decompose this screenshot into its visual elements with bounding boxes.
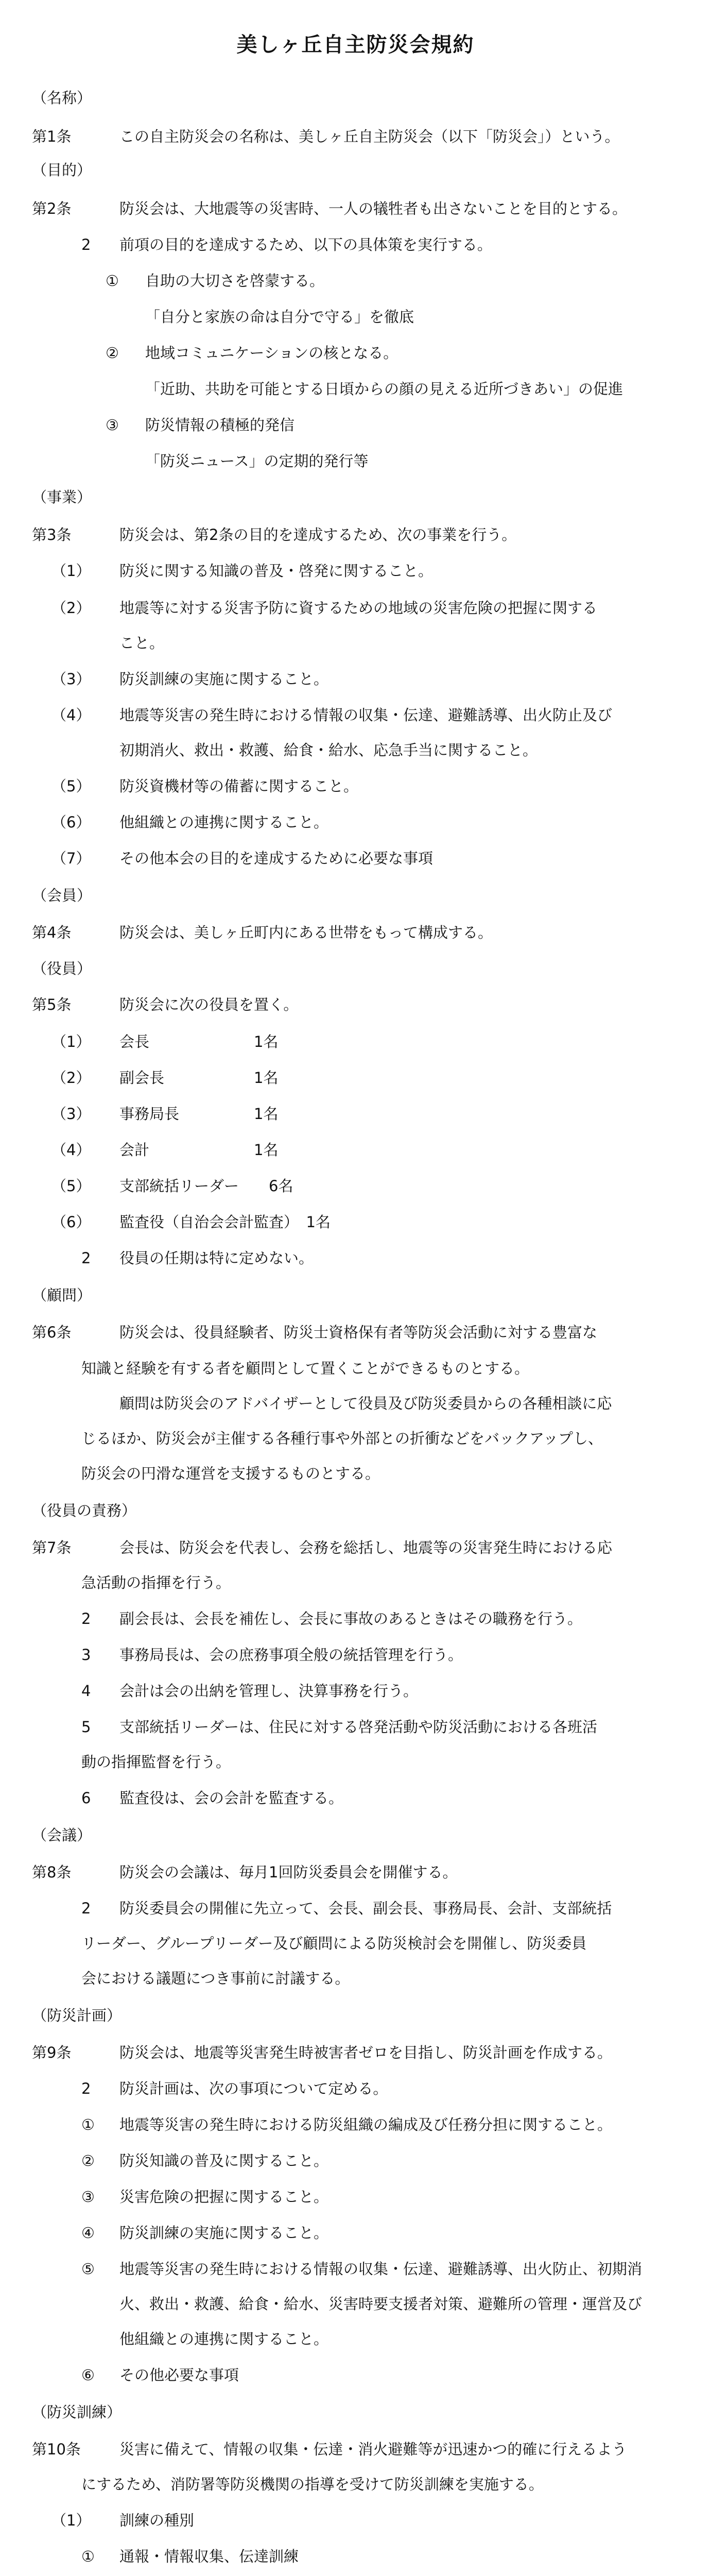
clause-number: 6 xyxy=(81,1789,91,1807)
clause-number: 第7条 xyxy=(32,1539,72,1556)
heading-label: （顧問） xyxy=(32,1286,92,1304)
clause-number: 第3条 xyxy=(32,526,72,544)
clause-number: 第5条 xyxy=(32,996,72,1013)
clause-text: 地震等災害の発生時における防災組織の編成及び任務分担に関すること。 xyxy=(119,2116,613,2133)
clause-number: 5 xyxy=(81,1718,91,1736)
heading-label: （事業） xyxy=(32,488,92,506)
clause-text: 会における議題につき事前に討議する。 xyxy=(81,1970,350,1987)
clause-text: 訓練の種別 xyxy=(119,2512,195,2529)
clause-text: 地震等災害の発生時における情報の収集・伝達、避難誘導、出火防止及び xyxy=(119,706,613,724)
clause-text: 防災訓練の実施に関すること。 xyxy=(119,670,329,688)
clause-number: 3 xyxy=(81,1646,91,1664)
clause-text: 他組織との連携に関すること。 xyxy=(119,2330,329,2348)
clause-number: 2 xyxy=(81,1610,91,1628)
clause-text: 地震等に対する災害予防に資するための地域の災害危険の把握に関する xyxy=(119,599,598,617)
clause-number: 2 xyxy=(81,1249,91,1267)
clause-text: 防災会は、地震等災害発生時被害者ゼロを目指し、防災計画を作成する。 xyxy=(119,2044,613,2061)
clause-text: 防災訓練の実施に関すること。 xyxy=(119,2224,329,2242)
clause-text: 監査役（自治会会計監査） 1名 xyxy=(119,1213,331,1231)
clause-number: ① xyxy=(106,272,119,290)
clause-number: 第9条 xyxy=(32,2044,72,2061)
clause-number: ③ xyxy=(106,416,119,434)
clause-number: （7） xyxy=(51,850,91,867)
clause-number: （4） xyxy=(51,706,91,724)
clause-number: （5） xyxy=(51,1177,91,1195)
clause-text: 役員の任期は特に定めない。 xyxy=(119,1249,314,1267)
clause-text: 災害危険の把握に関すること。 xyxy=(119,2188,329,2206)
clause-text: 防災会の円滑な運営を支援するものとする。 xyxy=(81,1465,380,1482)
clause-number: （2） xyxy=(51,1069,91,1087)
clause-number: ① xyxy=(81,2548,95,2565)
clause-number: （6） xyxy=(51,1213,91,1231)
clause-number: ⑥ xyxy=(81,2366,95,2384)
clause-text: 防災会は、大地震等の災害時、一人の犠牲者も出さないことを目的とする。 xyxy=(119,200,628,217)
clause-text: 支部統括リーダーは、住民に対する啓発活動や防災活動における各班活 xyxy=(119,1718,598,1736)
clause-text: 火、救出・救護、給食・給水、災害時要支援者対策、避難所の管理・運営及び xyxy=(119,2295,643,2313)
clause-text: 災害に備えて、情報の収集・伝達・消火避難等が迅速かつ的確に行えるよう xyxy=(119,2441,627,2458)
document-title: 美しヶ丘自主防災会規約 xyxy=(236,33,475,57)
clause-text: 防災会は、美しヶ丘町内にある世帯をもって構成する。 xyxy=(119,924,493,941)
clause-text: 防災会の会議は、毎月1回防災委員会を開催する。 xyxy=(119,1863,458,1881)
clause-text: 事務局長は、会の庶務事項全般の統括管理を行う。 xyxy=(119,1646,463,1664)
clause-text: 通報・情報収集、伝達訓練 xyxy=(119,2548,299,2565)
clause-text: 防災会に次の役員を置く。 xyxy=(119,996,299,1013)
clause-number: （4） xyxy=(51,1141,91,1159)
clause-number: （1） xyxy=(51,2512,91,2529)
clause-text: 防災資機材等の備蓄に関すること。 xyxy=(119,777,359,795)
clause-number: 第4条 xyxy=(32,924,72,941)
clause-number: 第1条 xyxy=(32,128,72,145)
heading-label: （役員の責務） xyxy=(32,1502,137,1519)
clause-number: ② xyxy=(81,2152,95,2170)
clause-number: （1） xyxy=(51,562,91,580)
heading-label: （名称） xyxy=(32,89,92,107)
clause-text: 監査役は、会の会計を監査する。 xyxy=(119,1789,344,1807)
clause-number: 第2条 xyxy=(32,200,72,217)
clause-text: 防災会は、役員経験者、防災士資格保有者等防災会活動に対する豊富な xyxy=(119,1324,598,1341)
clause-text: その他必要な事項 xyxy=(119,2366,239,2384)
clause-number: （3） xyxy=(51,1105,91,1123)
heading-label: （会員） xyxy=(32,887,92,904)
clause-text: 他組織との連携に関すること。 xyxy=(119,814,329,831)
clause-number: （6） xyxy=(51,814,91,831)
clause-text: 会長は、防災会を代表し、会務を総括し、地震等の災害発生時における応 xyxy=(119,1539,613,1556)
clause-text: 顧問は防災会のアドバイザーとして役員及び防災委員からの各種相談に応 xyxy=(119,1395,612,1412)
clause-number: ③ xyxy=(81,2188,95,2206)
clause-text: 防災委員会の開催に先立って、会長、副会長、事務局長、会計、支部統括 xyxy=(119,1900,612,1917)
heading-label: （目的） xyxy=(32,161,92,179)
heading-label: （防災訓練） xyxy=(32,2403,122,2421)
clause-text: 地域コミュニケーションの核となる。 xyxy=(145,344,398,362)
heading-label: （会議） xyxy=(32,1826,92,1844)
heading-label: （防災計画） xyxy=(32,2007,122,2024)
clause-text: 知識と経験を有する者を顧問として置くことができるものとする。 xyxy=(81,1360,530,1377)
clause-text: 急活動の指揮を行う。 xyxy=(81,1574,231,1591)
clause-text: 支部統括リーダー 6名 xyxy=(119,1177,293,1195)
clause-text: 会長 1名 xyxy=(119,1033,279,1050)
clause-number: 2 xyxy=(81,2080,91,2097)
clause-text: 初期消火、救出・救護、給食・給水、応急手当に関すること。 xyxy=(119,741,538,759)
clause-text: 会計は会の出納を管理し、決算事務を行う。 xyxy=(119,1682,419,1700)
clause-number: ⑤ xyxy=(81,2260,95,2278)
clause-number: （1） xyxy=(51,1033,91,1050)
clause-text: こと。 xyxy=(119,634,165,652)
clause-text: にするため、消防署等防災機関の指導を受けて防災訓練を実施する。 xyxy=(81,2476,544,2493)
clause-text: 「防災ニュース」の定期的発行等 xyxy=(145,452,369,470)
clause-number: （5） xyxy=(51,777,91,795)
clause-number: 4 xyxy=(81,1682,91,1700)
clause-text: 前項の目的を達成するため、以下の具体策を実行する。 xyxy=(119,236,492,253)
clause-text: 防災計画は、次の事項について定める。 xyxy=(119,2080,388,2097)
clause-text: 防災会は、第2条の目的を達成するため、次の事業を行う。 xyxy=(119,526,517,544)
clause-number: （3） xyxy=(51,670,91,688)
clause-text: リーダー、グループリーダー及び顧問による防災検討会を開催し、防災委員 xyxy=(81,1935,587,1952)
clause-text: 「自分と家族の命は自分で守る」を徹底 xyxy=(145,308,414,326)
clause-text: 防災知識の普及に関すること。 xyxy=(119,2152,329,2170)
clause-number: ④ xyxy=(81,2224,95,2242)
heading-label: （役員） xyxy=(32,960,92,977)
clause-text: 動の指揮監督を行う。 xyxy=(81,1753,231,1771)
clause-number: 第6条 xyxy=(32,1324,72,1341)
clause-text: じるほか、防災会が主催する各種行事や外部との折衝などをバックアップし、 xyxy=(81,1430,603,1447)
clause-number: 2 xyxy=(81,236,91,253)
clause-text: 地震等災害の発生時における情報の収集・伝達、避難誘導、出火防止、初期消 xyxy=(119,2260,643,2278)
clause-number: 2 xyxy=(81,1900,91,1917)
clause-number: （2） xyxy=(51,599,91,617)
clause-text: 「近助、共助を可能とする日頃からの顔の見える近所づきあい」の促進 xyxy=(145,380,623,398)
clause-text: 副会長 1名 xyxy=(119,1069,279,1087)
clause-number: 第10条 xyxy=(32,2441,81,2458)
clause-text: 事務局長 1名 xyxy=(119,1105,279,1123)
clause-text: 会計 1名 xyxy=(119,1141,279,1159)
clause-text: 防災情報の積極的発信 xyxy=(145,416,295,434)
clause-number: ② xyxy=(106,344,119,362)
clause-text: 自助の大切さを啓蒙する。 xyxy=(145,272,325,290)
clause-text: 副会長は、会長を補佐し、会長に事故のあるときはその職務を行う。 xyxy=(119,1610,583,1628)
clause-number: 第8条 xyxy=(32,1863,72,1881)
clause-text: その他本会の目的を達成するために必要な事項 xyxy=(119,850,433,867)
clause-text: この自主防災会の名称は、美しヶ丘自主防災会（以下「防災会」）という。 xyxy=(119,128,620,145)
clause-text: 防災に関する知識の普及・啓発に関すること。 xyxy=(119,562,433,580)
clause-number: ① xyxy=(81,2116,95,2133)
